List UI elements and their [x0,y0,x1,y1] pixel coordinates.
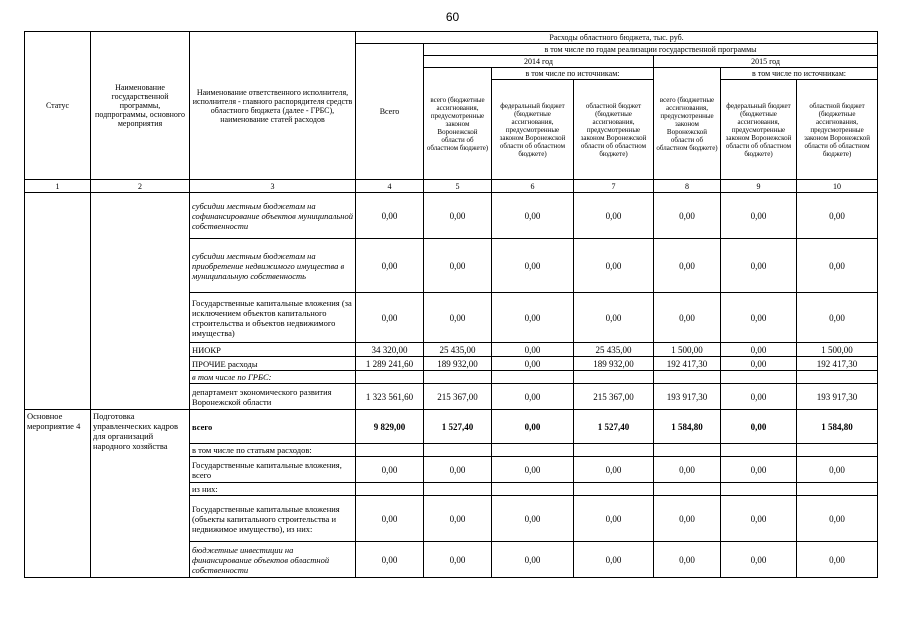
row-label: НИОКР [190,343,356,357]
column-index: 3 [190,180,356,193]
header-2014-total: всего (бюджетные ассигнования, предусмотренные законом Воронежской области об областном бюджете) [424,68,492,180]
table-row [25,193,878,239]
header-2014-federal: федеральный бюджет (бюджетные ассигнования, предусмотренные законом Воронежской области об областном бюджете) [492,80,574,180]
value-cell: 1 323 561,60 [356,384,424,410]
value-cell: 193 917,30 [654,384,721,410]
column-index: 4 [356,180,424,193]
value-cell: 0,00 [356,193,424,239]
value-cell: 189 932,00 [574,357,654,371]
value-cell: 0,00 [654,193,721,239]
column-index: 6 [492,180,574,193]
value-cell: 0,00 [356,496,424,542]
row-label: Государственные капитальные вложения, всего [190,457,356,483]
value-cell: 0,00 [654,293,721,343]
value-cell: 0,00 [721,410,797,444]
value-cell: 0,00 [721,343,797,357]
row-label: из них: [190,483,356,496]
value-cell: 0,00 [721,384,797,410]
column-index: 2 [91,180,190,193]
value-cell: 215 367,00 [424,384,492,410]
row-label: департамент экономического развития Воронежской области [190,384,356,410]
value-cell: 0,00 [356,239,424,293]
value-cell: 0,00 [424,293,492,343]
value-cell: 0,00 [424,193,492,239]
value-cell: 192 417,30 [797,357,878,371]
column-index: 9 [721,180,797,193]
header-2014-sources: в том числе по источникам: [492,68,654,80]
status-cell-empty [25,193,91,410]
column-index: 1 [25,180,91,193]
value-cell: 0,00 [492,193,574,239]
value-cell: 0,00 [492,457,574,483]
value-cell: 0,00 [574,193,654,239]
value-cell: 193 917,30 [797,384,878,410]
value-cell: 0,00 [797,193,878,239]
value-cell: 0,00 [721,293,797,343]
value-cell: 0,00 [356,542,424,578]
value-cell: 0,00 [492,384,574,410]
value-cell: 0,00 [492,293,574,343]
header-total: Всего [356,44,424,180]
header-2015-federal: федеральный бюджет (бюджетные ассигнования, предусмотренные законом Воронежской области об областном бюджете) [721,80,797,180]
value-cell: 0,00 [721,357,797,371]
value-cell: 0,00 [424,542,492,578]
header-by-years: в том числе по годам реализации государственной программы [424,44,878,56]
value-cell: 0,00 [654,496,721,542]
status-cell: Основное мероприятие 4 [25,410,91,578]
value-cell: 0,00 [654,239,721,293]
row-label: всего [190,410,356,444]
value-cell: 0,00 [356,293,424,343]
value-cell: 0,00 [492,343,574,357]
value-cell: 0,00 [424,239,492,293]
value-cell: 0,00 [721,239,797,293]
value-cell: 0,00 [424,496,492,542]
header-status: Статус [25,32,91,180]
value-cell: 192 417,30 [654,357,721,371]
value-cell: 0,00 [574,293,654,343]
value-cell: 0,00 [492,357,574,371]
table-row [25,410,878,444]
value-cell: 0,00 [721,496,797,542]
value-cell: 9 829,00 [356,410,424,444]
value-cell: 1 289 241,60 [356,357,424,371]
header-2014-regional: областной бюджет (бюджетные ассигнования, предусмотренные законом Воронежской области об областном бюджете) [574,80,654,180]
row-label: субсидии местным бюджетам на приобретение недвижимого имущества в муниципальную собственность [190,239,356,293]
value-cell: 1 527,40 [424,410,492,444]
budget-table [24,31,878,578]
program-cell-empty [91,193,190,410]
value-cell: 34 320,00 [356,343,424,357]
column-index: 10 [797,180,878,193]
header-expenses: Расходы областного бюджета, тыс. руб. [356,32,878,44]
value-cell: 215 367,00 [574,384,654,410]
header-year-2015: 2015 год [654,56,878,68]
value-cell: 25 435,00 [424,343,492,357]
header-executor: Наименование ответственного исполнителя, исполнителя - главного распорядителя средств областного бюджета (далее - ГРБС), наименование статей расходов [190,32,356,180]
header-year-2014: 2014 год [424,56,654,68]
row-label: субсидии местным бюджетам на софинансирование объектов муниципальной собственности [190,193,356,239]
row-label: Государственные капитальные вложения (объекты капитального строительства и недвижимое имущество), из них: [190,496,356,542]
value-cell: 0,00 [797,542,878,578]
value-cell: 0,00 [721,457,797,483]
header-2015-total: всего (бюджетные ассигнования, предусмотренные законом Воронежской области об областном бюджете) [654,68,721,180]
row-label: бюджетные инвестиции на финансирование объектов областной собственности [190,542,356,578]
value-cell: 0,00 [797,293,878,343]
value-cell: 25 435,00 [574,343,654,357]
page-number: 60 [445,10,460,24]
value-cell: 0,00 [797,457,878,483]
value-cell: 0,00 [797,496,878,542]
column-index: 8 [654,180,721,193]
value-cell: 0,00 [721,542,797,578]
value-cell: 0,00 [654,457,721,483]
value-cell: 1 500,00 [654,343,721,357]
value-cell: 0,00 [356,457,424,483]
value-cell: 0,00 [492,496,574,542]
value-cell: 0,00 [574,542,654,578]
header-2015-sources: в том числе по источникам: [721,68,878,80]
column-index: 5 [424,180,492,193]
row-label: в том числе по статьям расходов: [190,444,356,457]
value-cell: 0,00 [574,239,654,293]
column-index: 7 [574,180,654,193]
header-2015-regional: областной бюджет (бюджетные ассигнования, предусмотренные законом Воронежской области об областном бюджете) [797,80,878,180]
value-cell: 1 527,40 [574,410,654,444]
value-cell: 0,00 [492,239,574,293]
value-cell: 1 500,00 [797,343,878,357]
value-cell: 0,00 [492,542,574,578]
value-cell: 0,00 [574,496,654,542]
value-cell: 0,00 [797,239,878,293]
value-cell: 189 932,00 [424,357,492,371]
value-cell: 1 584,80 [797,410,878,444]
value-cell: 0,00 [721,193,797,239]
value-cell: 0,00 [574,457,654,483]
program-cell: Подготовка управленческих кадров для организаций народного хозяйства [91,410,190,578]
column-index-row [25,180,878,193]
value-cell: 0,00 [654,542,721,578]
header-program: Наименование государственной программы, подпрограммы, основного мероприятия [91,32,190,180]
row-label: в том числе по ГРБС: [190,371,356,384]
row-label: ПРОЧИЕ расходы [190,357,356,371]
row-label: Государственные капитальные вложения (за исключением объектов капитального строительства и объектов недвижимого имущества) [190,293,356,343]
value-cell: 0,00 [424,457,492,483]
value-cell: 1 584,80 [654,410,721,444]
value-cell: 0,00 [492,410,574,444]
